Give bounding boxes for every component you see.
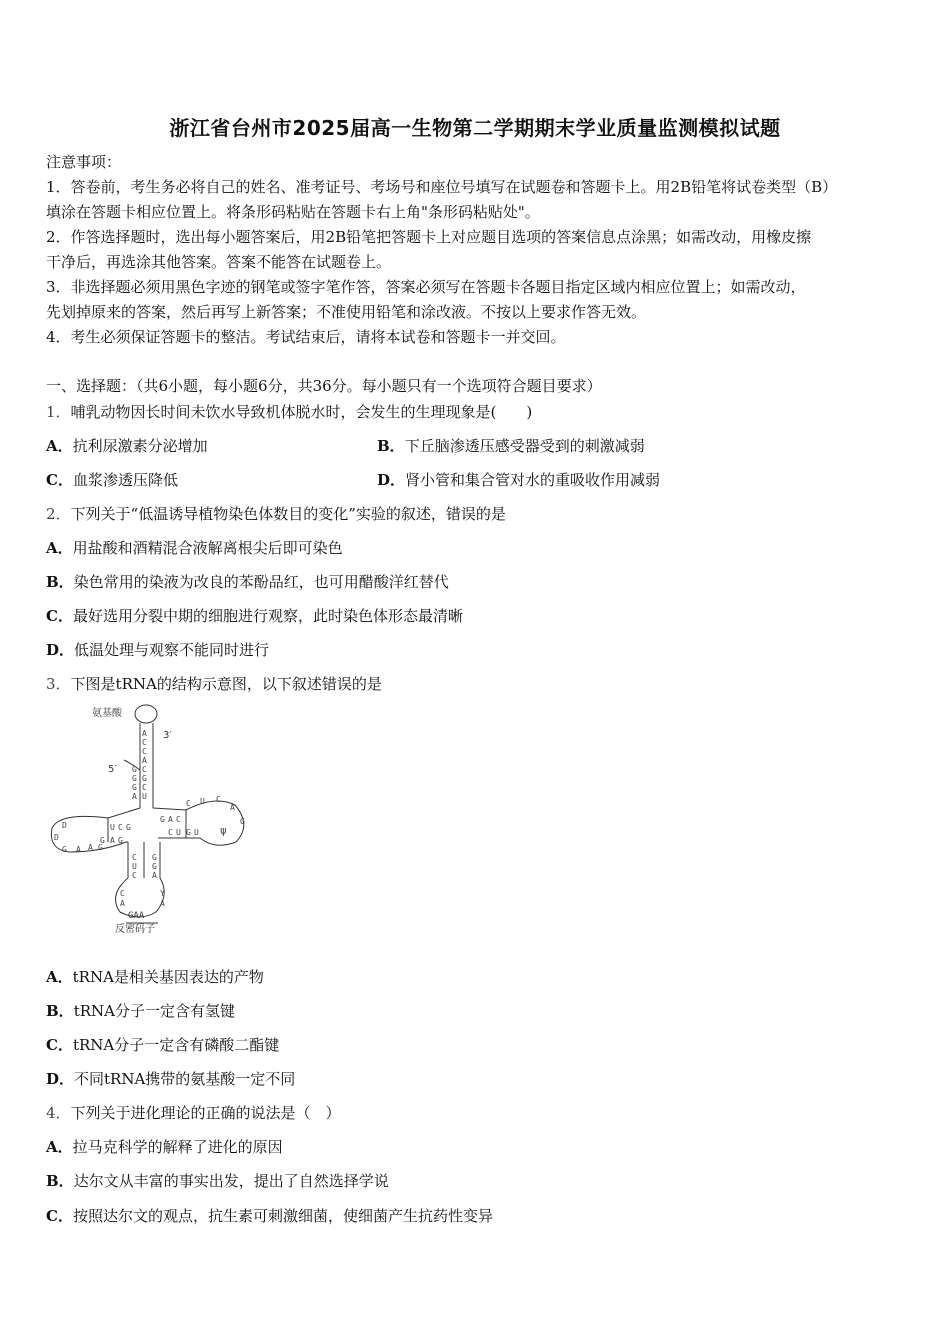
- svg-text:G: G: [132, 783, 137, 792]
- svg-text:U: U: [142, 792, 147, 801]
- svg-text:U: U: [200, 797, 205, 806]
- trna-structure-diagram: [40, 700, 255, 935]
- question-number: 3．: [46, 675, 71, 693]
- notice-line: 2．作答选择题时，选出每小题答案后，用2B铅笔把答题卡上对应题目选项的答案信息点涂黑；如需改动，用橡皮擦: [46, 228, 812, 246]
- q4-option-b: B．达尔文从丰富的事实出发，提出了自然选择学说: [46, 1172, 389, 1190]
- svg-text:G: G: [132, 765, 137, 774]
- svg-text:G: G: [240, 817, 245, 826]
- svg-text:G: G: [152, 853, 157, 862]
- svg-text:A: A: [142, 756, 147, 765]
- svg-text:G: G: [142, 774, 147, 783]
- question-2-stem: 2．下列关于“低温诱导植物染色体数目的变化”实验的叙述，错误的是: [46, 505, 506, 523]
- svg-text:A: A: [132, 792, 137, 801]
- svg-text:C: C: [142, 765, 147, 774]
- question-4-stem: 4．下列关于进化理论的正确的说法是（ ）: [46, 1104, 341, 1122]
- svg-text:C: C: [118, 823, 123, 832]
- svg-text:C: C: [132, 871, 137, 880]
- question-number: 1．: [46, 403, 71, 421]
- question-number: 2．: [46, 505, 71, 523]
- svg-text:C: C: [142, 738, 147, 747]
- svg-text:A: A: [76, 845, 81, 854]
- q1-option-b: B．下丘脑渗透压感受器受到的刺激减弱: [377, 437, 645, 455]
- svg-text:A: A: [110, 836, 115, 845]
- svg-text:G: G: [62, 845, 67, 854]
- svg-text:C: C: [186, 799, 191, 808]
- notice-line: 先划掉原来的答案，然后再写上新答案；不准使用铅笔和涂改液。不按以上要求作答无效。: [46, 303, 647, 321]
- svg-text:A: A: [152, 871, 157, 880]
- svg-text:A: A: [168, 815, 173, 824]
- q2-option-c: C．最好选用分裂中期的细胞进行观察，此时染色体形态最清晰: [46, 607, 463, 625]
- amino-acid-circle: [135, 705, 157, 723]
- five-prime-label: 5′: [108, 764, 117, 775]
- svg-text:A: A: [160, 899, 165, 908]
- three-prime-label: 3′: [163, 730, 172, 741]
- notice-line: 填涂在答题卡相应位置上。将条形码粘贴在答题卡右上角"条形码粘贴处"。: [46, 203, 540, 221]
- question-1-stem: 1．哺乳动物因长时间未饮水导致机体脱水时，会发生的生理现象是( ): [46, 403, 533, 421]
- svg-text:D: D: [54, 833, 59, 842]
- page-title: 浙江省台州市2025届高一生物第二学期期末学业质量监测模拟试题: [169, 116, 781, 140]
- q2-option-d: D．低温处理与观察不能同时进行: [46, 641, 270, 659]
- notice-heading: 注意事项：: [46, 153, 122, 171]
- q1-option-c: C．血浆渗透压降低: [46, 471, 178, 489]
- svg-text:G: G: [152, 862, 157, 871]
- amino-acid-label: 氨基酸: [92, 708, 122, 719]
- svg-text:C: C: [142, 747, 147, 756]
- anticodon-label: 反密码子: [115, 924, 155, 935]
- q3-option-c: C．tRNA分子一定含有磷酸二酯键: [46, 1036, 280, 1054]
- notice-line: 4．考生必须保证答题卡的整洁。考试结束后，请将本试卷和答题卡一并交回。: [46, 328, 566, 346]
- svg-text:C: C: [168, 828, 173, 837]
- svg-text:D: D: [62, 821, 67, 830]
- svg-text:A: A: [88, 843, 93, 852]
- q4-option-c: C．按照达尔文的观点，抗生素可刺激细菌，使细菌产生抗药性变异: [46, 1207, 493, 1225]
- svg-text:A: A: [120, 899, 125, 908]
- svg-text:G: G: [118, 836, 123, 845]
- svg-text:G: G: [132, 774, 137, 783]
- notice-line: 干净后，再选涂其他答案。答案不能答在试题卷上。: [46, 253, 392, 271]
- svg-text:ψ: ψ: [220, 824, 227, 837]
- svg-text:C: C: [176, 815, 181, 824]
- q1-option-d: D．肾小管和集合管对水的重吸收作用减弱: [377, 471, 661, 489]
- q3-option-d: D．不同tRNA携带的氨基酸一定不同: [46, 1070, 296, 1088]
- notice-line: 3．非选择题必须用黑色字迹的钢笔或签字笔作答，答案必须写在答题卡各题目指定区域内相应位置上；如需改动，: [46, 278, 806, 296]
- question-3-stem: 3．下图是tRNA的结构示意图，以下叙述错误的是: [46, 675, 382, 693]
- q1-option-a: A．抗利尿激素分泌增加: [46, 437, 208, 455]
- svg-text:C: C: [216, 795, 221, 804]
- svg-text:U: U: [132, 862, 137, 871]
- q2-option-b: B．染色常用的染液为改良的苯酚品红，也可用醋酸洋红替代: [46, 573, 449, 591]
- q3-option-a: A．tRNA是相关基因表达的产物: [46, 968, 264, 986]
- svg-text:C: C: [142, 783, 147, 792]
- svg-text:A: A: [230, 803, 235, 812]
- svg-text:U: U: [176, 828, 181, 837]
- q4-option-a: A．拉马克科学的解释了进化的原因: [46, 1138, 283, 1156]
- svg-text:U: U: [110, 823, 115, 832]
- svg-text:Y: Y: [160, 889, 165, 898]
- svg-text:C: C: [120, 889, 125, 898]
- svg-text:G: G: [98, 843, 103, 852]
- notice-line: 1．答卷前，考生务必将自己的姓名、准考证号、考场号和座位号填写在试题卷和答题卡上。用2B铅笔将试卷类型（B）: [46, 178, 838, 196]
- q2-option-a: A．用盐酸和酒精混合液解离根尖后即可染色: [46, 539, 343, 557]
- svg-text:G: G: [160, 815, 165, 824]
- svg-text:U: U: [194, 828, 199, 837]
- anticodon-sequence: GAA: [128, 911, 145, 921]
- svg-text:G: G: [100, 836, 105, 845]
- svg-text:G: G: [126, 823, 131, 832]
- question-number: 4．: [46, 1104, 71, 1122]
- svg-text:A: A: [142, 729, 147, 738]
- svg-text:G: G: [186, 828, 191, 837]
- q3-option-b: B．tRNA分子一定含有氢键: [46, 1002, 235, 1020]
- section-heading: 一、选择题：（共6小题，每小题6分，共36分。每小题只有一个选项符合题目要求）: [46, 377, 602, 395]
- svg-text:C: C: [132, 853, 137, 862]
